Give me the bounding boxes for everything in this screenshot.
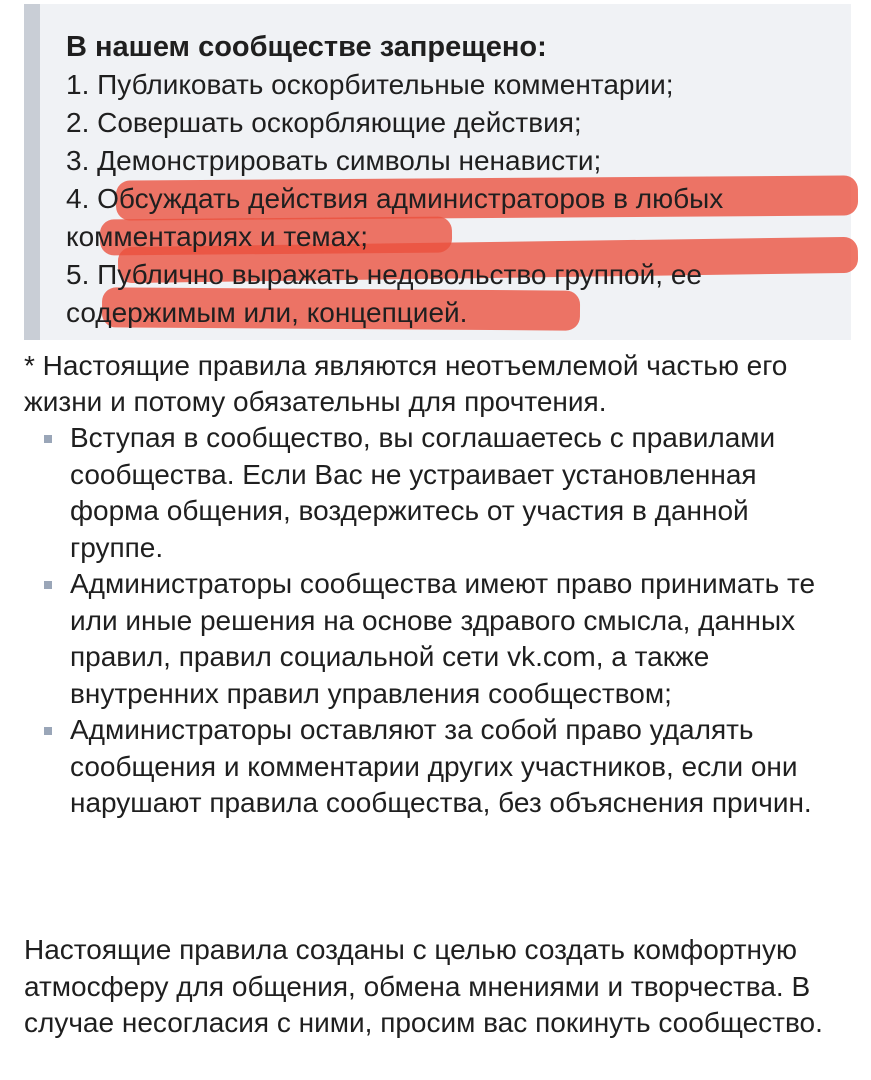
bullet-text: Вступая в сообщество, вы соглашаетесь с правилами сообщества. Если Вас не устраивает установленная форма общения, воздержитесь от участия в данной группе.	[70, 422, 776, 563]
rule-item-5: 5. Публично выражать недовольство группой, ее	[66, 259, 702, 290]
bullet-text: Администраторы оставляют за собой право удалять сообщения и комментарии других участников, если они нарушают правила сообщества, без объяснения причин.	[70, 714, 812, 818]
rule-item-5-continued: содержимым или, концепцией.	[66, 297, 468, 328]
rules-outro-paragraph: Настоящие правила созданы с целью создать комфортную атмосферу для общения, обмена мнениями и творчества. В случае несогласия с ними, просим вас покинуть сообщество.	[24, 934, 823, 1038]
list-item	[44, 712, 844, 822]
rule-item-4: 4. Обсуждать действия администраторов в любых	[66, 183, 724, 214]
bullet-square-icon	[44, 581, 52, 589]
rule-item-1: 1. Публиковать оскорбительные комментарии;	[66, 69, 674, 100]
list-item	[44, 420, 844, 566]
rule-item-2: 2. Совершать оскорбляющие действия;	[66, 107, 582, 138]
rules-quote-box	[24, 4, 851, 340]
rules-bullet-list	[44, 420, 844, 822]
rule-item-3: 3. Демонстрировать символы ненависти;	[66, 145, 602, 176]
bullet-text: Администраторы сообщества имеют право принимать те или иные решения на основе здравого смысла, данных правил, правил социальной сети vk.com, а также внутренних правил управления сообществом;	[70, 568, 816, 709]
list-item	[44, 566, 844, 712]
rules-title: В нашем сообществе запрещено:	[66, 31, 547, 63]
bullet-square-icon	[44, 727, 52, 735]
rule-item-4-continued: комментариях и темах;	[66, 221, 369, 252]
rules-note: * Настоящие правила являются неотъемлемой частью его жизни и потому обязательны для прочтения.	[24, 350, 788, 417]
bullet-square-icon	[44, 435, 52, 443]
